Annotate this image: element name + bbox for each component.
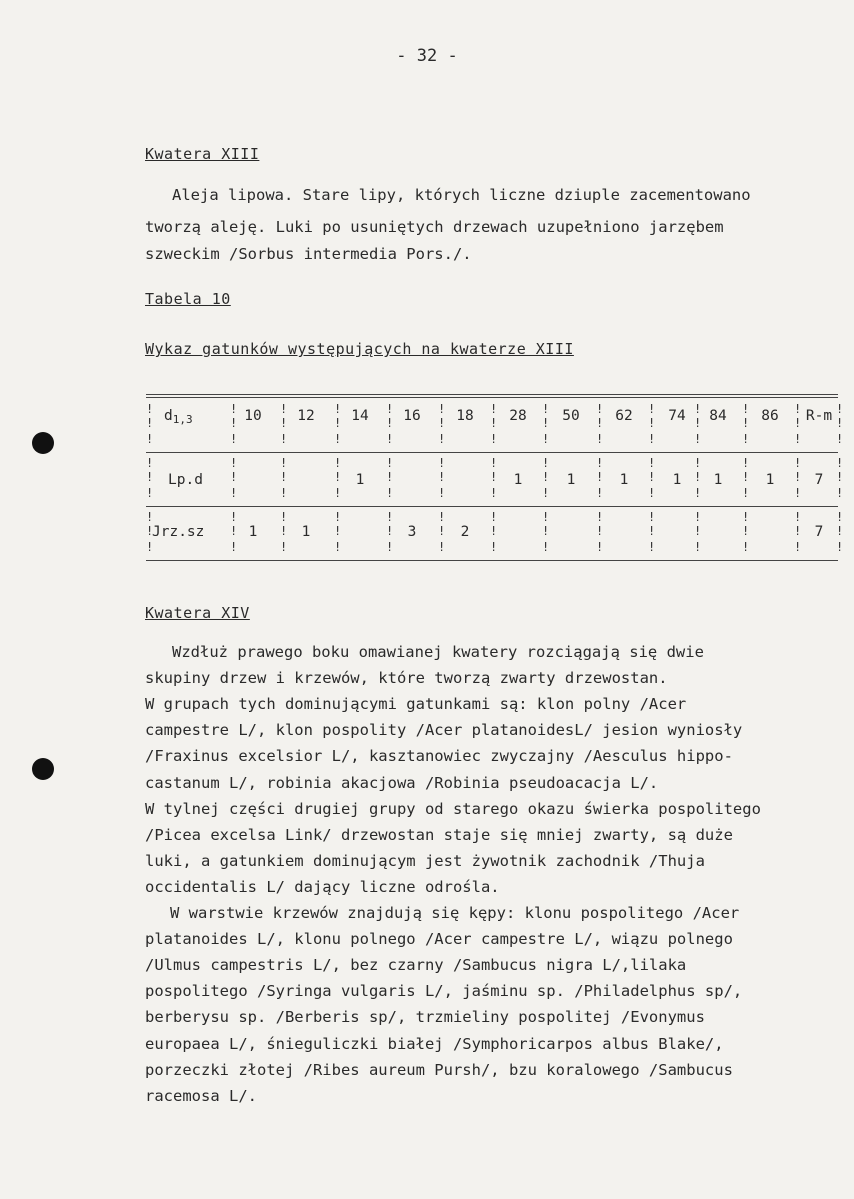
column-separator: ! (542, 416, 550, 430)
table-cell: 1 (355, 472, 365, 488)
column-separator: ! (836, 510, 844, 524)
column-separator: ! (386, 540, 394, 554)
column-separator: ! (386, 486, 394, 500)
table-cell: 1 (248, 524, 258, 540)
table-cell: 1 (619, 472, 629, 488)
column-separator: ! (836, 524, 844, 538)
column-separator: ! (334, 524, 342, 538)
section-heading: Kwatera XIII (145, 145, 260, 163)
column-separator: ! (648, 510, 656, 524)
column-separator: ! (648, 540, 656, 554)
column-header: 84 (709, 408, 727, 424)
table-cell: 1 (566, 472, 576, 488)
text-line: campestre L/, klon pospolity /Acer platanoidesL/ jesion wyniosły (145, 721, 743, 739)
column-separator: ! (230, 402, 238, 416)
column-separator: ! (794, 416, 802, 430)
table-rule (146, 560, 838, 561)
column-header: 12 (297, 408, 315, 424)
column-separator: ! (334, 416, 342, 430)
column-separator: ! (542, 540, 550, 554)
column-separator: ! (742, 470, 750, 484)
column-separator: ! (438, 524, 446, 538)
column-separator: ! (596, 524, 604, 538)
column-separator: ! (694, 540, 702, 554)
column-separator: ! (648, 432, 656, 446)
table-rule (146, 452, 838, 453)
page-number: - 32 - (396, 46, 458, 66)
column-separator: ! (694, 510, 702, 524)
column-separator: ! (334, 470, 342, 484)
column-separator: ! (146, 486, 154, 500)
text-line: W warstwie krzewów znajdują się kępy: klonu pospolitego /Acer (170, 904, 740, 922)
column-separator: ! (280, 456, 288, 470)
column-separator: ! (794, 470, 802, 484)
column-separator: ! (146, 432, 154, 446)
column-separator: ! (490, 416, 498, 430)
column-header: 10 (244, 408, 262, 424)
column-separator: ! (438, 540, 446, 554)
column-separator: ! (742, 486, 750, 500)
column-separator: ! (694, 470, 702, 484)
punch-hole (32, 758, 54, 780)
column-separator: ! (596, 510, 604, 524)
table-heading: Tabela 10 (145, 290, 231, 308)
text-line: castanum L/, robinia akacjowa /Robinia pseudoacacja L/. (145, 774, 659, 792)
text-line: /Ulmus campestris L/, bez czarny /Sambucus nigra L/,lilaka (145, 956, 687, 974)
column-header: 16 (403, 408, 421, 424)
column-separator: ! (386, 456, 394, 470)
column-separator: ! (438, 510, 446, 524)
column-separator: ! (386, 470, 394, 484)
column-header-diameter: $d_{1,3}$ (164, 408, 193, 426)
column-separator: ! (490, 510, 498, 524)
text-line: Aleja lipowa. Stare lipy, których liczne dziuple zacementowano (172, 186, 751, 204)
column-separator: ! (280, 524, 288, 538)
table-cell: 1 (513, 472, 523, 488)
column-separator: ! (542, 524, 550, 538)
column-separator: ! (438, 402, 446, 416)
column-separator: ! (596, 540, 604, 554)
column-separator: ! (648, 524, 656, 538)
column-separator: ! (490, 524, 498, 538)
column-separator: ! (230, 540, 238, 554)
text-line: europaea L/, śnieguliczki białej /Symphoricarpos albus Blake/, (145, 1035, 724, 1053)
column-separator: ! (230, 432, 238, 446)
table-cell: 1 (672, 472, 682, 488)
column-separator: ! (280, 470, 288, 484)
text-line: szweckim /Sorbus intermedia Pors./. (145, 245, 472, 263)
column-separator: ! (280, 416, 288, 430)
punch-hole (32, 432, 54, 454)
column-header: 18 (456, 408, 474, 424)
column-separator: ! (794, 486, 802, 500)
column-header: 50 (562, 408, 580, 424)
column-header: 74 (668, 408, 686, 424)
column-separator: ! (596, 470, 604, 484)
table-cell: 7 (814, 472, 824, 488)
column-header: 14 (351, 408, 369, 424)
text-line: berberysu sp. /Berberis sp/, trzmieliny pospolitej /Evonymus (145, 1008, 705, 1026)
column-separator: ! (542, 510, 550, 524)
column-separator: ! (794, 432, 802, 446)
column-separator: ! (386, 432, 394, 446)
column-separator: ! (146, 510, 154, 524)
column-separator: ! (694, 432, 702, 446)
table-rule (146, 397, 838, 398)
column-separator: ! (334, 510, 342, 524)
column-header: 28 (509, 408, 527, 424)
column-separator: ! (490, 540, 498, 554)
column-separator: ! (146, 540, 154, 554)
column-separator: ! (742, 510, 750, 524)
column-separator: ! (694, 524, 702, 538)
text-line: Wzdłuż prawego boku omawianej kwatery rozciągają się dwie (172, 643, 704, 661)
column-separator: ! (386, 524, 394, 538)
column-separator: ! (836, 416, 844, 430)
column-separator: ! (648, 402, 656, 416)
column-separator: ! (490, 470, 498, 484)
text-line: pospolitego /Syringa vulgaris L/, jaśminu sp. /Philadelphus sp/, (145, 982, 743, 1000)
column-separator: ! (334, 486, 342, 500)
column-separator: ! (742, 524, 750, 538)
column-separator: ! (794, 510, 802, 524)
column-separator: ! (386, 510, 394, 524)
column-separator: ! (836, 456, 844, 470)
column-separator: ! (230, 524, 238, 538)
column-separator: ! (836, 540, 844, 554)
column-separator: ! (280, 432, 288, 446)
column-separator: ! (542, 470, 550, 484)
column-separator: ! (146, 524, 154, 538)
column-separator: ! (438, 416, 446, 430)
column-separator: ! (280, 486, 288, 500)
column-separator: ! (386, 416, 394, 430)
column-separator: ! (694, 456, 702, 470)
column-separator: ! (694, 486, 702, 500)
column-separator: ! (596, 486, 604, 500)
column-separator: ! (334, 432, 342, 446)
column-separator: ! (694, 402, 702, 416)
column-separator: ! (490, 456, 498, 470)
column-separator: ! (648, 486, 656, 500)
column-separator: ! (146, 402, 154, 416)
text-line: /Fraxinus excelsior L/, kasztanowiec zwyczajny /Aesculus hippo- (145, 747, 733, 765)
column-header: 86 (761, 408, 779, 424)
text-line: porzeczki złotej /Ribes aureum Pursh/, bzu koralowego /Sambucus (145, 1061, 733, 1079)
table-cell: 1 (301, 524, 311, 540)
table-caption: Wykaz gatunków występujących na kwaterze XIII (145, 340, 574, 358)
column-separator: ! (230, 486, 238, 500)
column-separator: ! (742, 456, 750, 470)
column-separator: ! (794, 402, 802, 416)
column-separator: ! (542, 486, 550, 500)
column-separator: ! (438, 456, 446, 470)
column-header: 62 (615, 408, 633, 424)
column-separator: ! (334, 456, 342, 470)
column-separator: ! (836, 402, 844, 416)
column-separator: ! (280, 402, 288, 416)
text-line: W tylnej części drugiej grupy od starego okazu świerka pospolitego (145, 800, 761, 818)
column-separator: ! (794, 540, 802, 554)
column-separator: ! (742, 432, 750, 446)
column-separator: ! (438, 470, 446, 484)
column-separator: ! (596, 416, 604, 430)
column-separator: ! (694, 416, 702, 430)
column-separator: ! (648, 416, 656, 430)
row-label: Jrz.sz (152, 524, 205, 540)
column-separator: ! (438, 432, 446, 446)
table-cell: 1 (713, 472, 723, 488)
column-separator: ! (490, 402, 498, 416)
text-line: W grupach tych dominującymi gatunkami są: klon polny /Acer (145, 695, 687, 713)
column-separator: ! (836, 432, 844, 446)
row-label: Lp.d (168, 472, 203, 488)
table-rule (146, 394, 838, 395)
column-separator: ! (836, 470, 844, 484)
table-rule (146, 506, 838, 507)
column-separator: ! (836, 486, 844, 500)
column-separator: ! (742, 540, 750, 554)
table-cell: 3 (407, 524, 417, 540)
table-cell: 1 (765, 472, 775, 488)
text-line: platanoides L/, klonu polnego /Acer campestre L/, wiązu polnego (145, 930, 733, 948)
column-separator: ! (742, 402, 750, 416)
column-separator: ! (490, 486, 498, 500)
column-separator: ! (596, 456, 604, 470)
column-separator: ! (490, 432, 498, 446)
section-heading: Kwatera XIV (145, 604, 250, 622)
column-separator: ! (596, 432, 604, 446)
column-header: R-m (805, 408, 833, 424)
text-line: luki, a gatunkiem dominującym jest żywotnik zachodnik /Thuja (145, 852, 705, 870)
column-separator: ! (230, 456, 238, 470)
column-separator: ! (230, 510, 238, 524)
column-separator: ! (146, 456, 154, 470)
column-separator: ! (438, 486, 446, 500)
table-cell: 2 (460, 524, 470, 540)
column-separator: ! (648, 456, 656, 470)
column-separator: ! (542, 402, 550, 416)
column-separator: ! (146, 470, 154, 484)
column-separator: ! (280, 540, 288, 554)
column-separator: ! (146, 416, 154, 430)
column-separator: ! (794, 524, 802, 538)
text-line: /Picea excelsa Link/ drzewostan staje się mniej zwarty, są duże (145, 826, 733, 844)
column-separator: ! (794, 456, 802, 470)
text-line: skupiny drzew i krzewów, które tworzą zwarty drzewostan. (145, 669, 668, 687)
column-separator: ! (742, 416, 750, 430)
column-separator: ! (542, 432, 550, 446)
column-separator: ! (230, 470, 238, 484)
column-separator: ! (334, 540, 342, 554)
column-separator: ! (280, 510, 288, 524)
column-separator: ! (596, 402, 604, 416)
column-separator: ! (542, 456, 550, 470)
text-line: tworzą aleję. Luki po usuniętych drzewach uzupełniono jarzębem (145, 218, 724, 236)
column-separator: ! (648, 470, 656, 484)
column-separator: ! (230, 416, 238, 430)
text-line: occidentalis L/ dający liczne odrośla. (145, 878, 500, 896)
column-separator: ! (386, 402, 394, 416)
text-line: racemosa L/. (145, 1087, 257, 1105)
table-cell: 7 (814, 524, 824, 540)
column-separator: ! (334, 402, 342, 416)
